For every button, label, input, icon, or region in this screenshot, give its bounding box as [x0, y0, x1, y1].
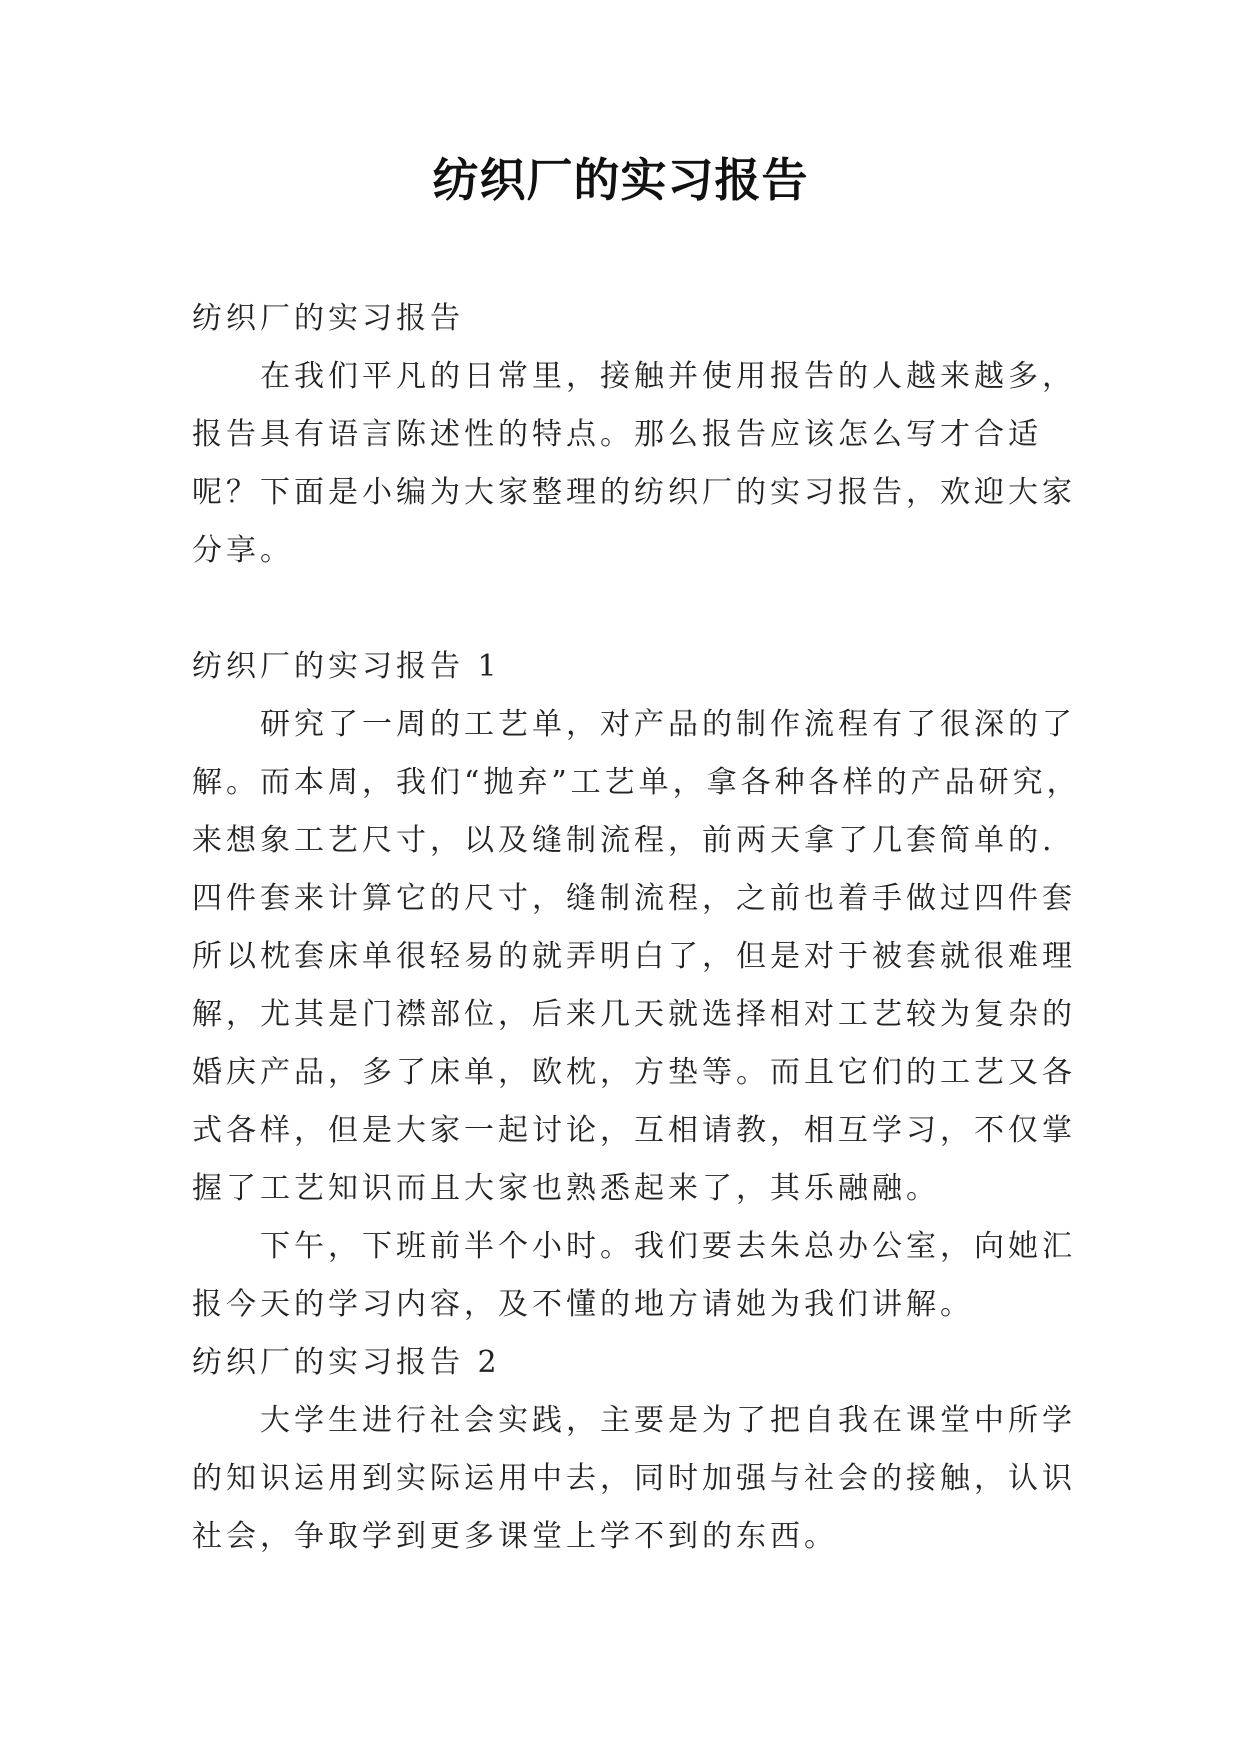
paragraph-line: 婚庆产品，多了床单，欧枕，方垫等。而且它们的工艺又各: [192, 1055, 1076, 1090]
paragraph-line: 来想象工艺尺寸，以及缝制流程，前两天拿了几套简单的.: [192, 823, 1056, 858]
paragraph-line: 式各样，但是大家一起讨论，互相请教，相互学习，不仅掌: [192, 1113, 1076, 1148]
section-heading-intro: 纺织厂的实习报告: [192, 301, 464, 336]
paragraph-line: 四件套来计算它的尺寸，缝制流程，之前也着手做过四件套: [192, 881, 1076, 916]
section-heading-2: 纺织厂的实习报告 2: [192, 1345, 501, 1380]
paragraph-line: 解。而本周，我们“抛弃”工艺单，拿各种各样的产品研究，: [192, 765, 1081, 800]
paragraph-line: 研究了一周的工艺单，对产品的制作流程有了很深的了: [260, 707, 1076, 742]
paragraph-line: 大学生进行社会实践，主要是为了把自我在课堂中所学: [260, 1403, 1076, 1438]
paragraph-line: 握了工艺知识而且大家也熟悉起来了，其乐融融。: [192, 1171, 940, 1206]
paragraph-line: 社会，争取学到更多课堂上学不到的东西。: [192, 1519, 838, 1554]
document-title: 纺织厂的实习报告: [432, 153, 809, 207]
paragraph-line: 所以枕套床单很轻易的就弄明白了，但是对于被套就很难理: [192, 939, 1076, 974]
paragraph-line: 报今天的学习内容，及不懂的地方请她为我们讲解。: [192, 1287, 974, 1322]
paragraph-line: 分享。: [192, 533, 294, 568]
paragraph-line: 的知识运用到实际运用中去，同时加强与社会的接触，认识: [192, 1461, 1076, 1496]
document-body: [192, 290, 1081, 1566]
blank-line: [192, 580, 1072, 638]
paragraph-line: 呢？下面是小编为大家整理的纺织厂的实习报告，欢迎大家: [192, 475, 1076, 510]
section-heading-1: 纺织厂的实习报告 1: [192, 649, 501, 684]
paragraph-line: 下午，下班前半个小时。我们要去朱总办公室，向她汇: [260, 1229, 1076, 1264]
paragraph-line: 解，尤其是门襟部位，后来几天就选择相对工艺较为复杂的: [192, 997, 1076, 1032]
paragraph-line: 报告具有语言陈述性的特点。那么报告应该怎么写才合适: [192, 417, 1042, 452]
paragraph-line: 在我们平凡的日常里，接触并使用报告的人越来越多，: [260, 359, 1076, 394]
